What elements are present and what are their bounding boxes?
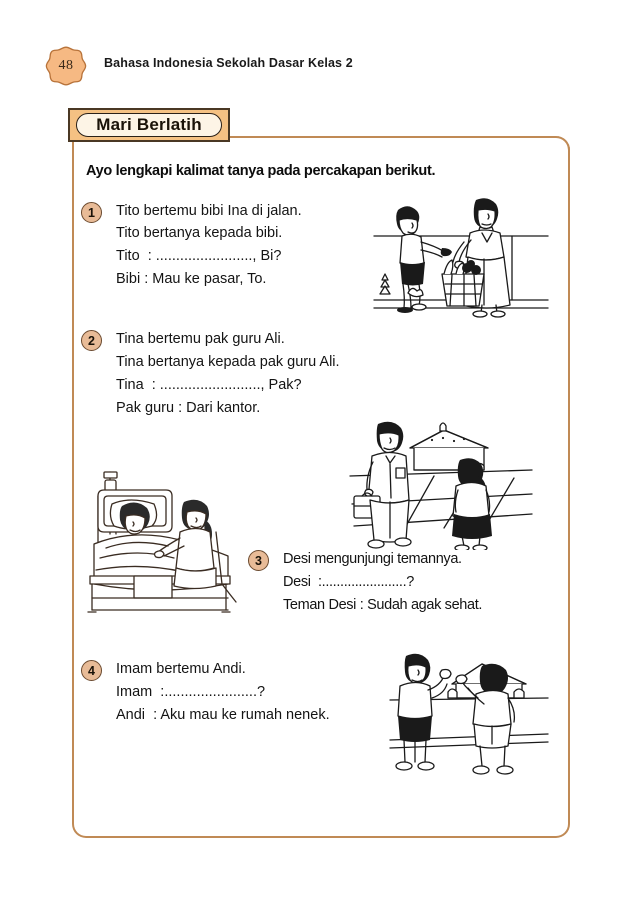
book-title: Bahasa Indonesia Sekolah Dasar Kelas 2 [104, 56, 353, 70]
instruction-text: Ayo lengkapi kalimat tanya pada percakapan berikut. [86, 163, 436, 179]
exercise-1-line-4: Bibi : Mau ke pasar, To. [116, 271, 267, 287]
page-header [0, 44, 638, 88]
section-badge [68, 108, 230, 142]
two-boys-waving-illustration [388, 648, 550, 776]
exercise-number-3: 3 [248, 550, 269, 571]
section-badge-pill [76, 113, 222, 137]
section-badge-label: Mari Berlatih [96, 115, 202, 134]
exercise-2-line-3: Tina : ........................., Pak? [116, 377, 302, 393]
exercise-1-line-2: Tito bertanya kepada bibi. [116, 225, 283, 241]
exercise-1-line-1: Tito bertemu bibi Ina di jalan. [116, 203, 302, 219]
exercise-number-4: 4 [81, 660, 102, 681]
exercise-4-line-2: Imam :.......................? [116, 684, 266, 700]
exercise-4-line-3: Andi : Aku mau ke rumah nenek. [116, 707, 330, 723]
exercise-2-line-2: Tina bertanya kepada pak guru Ali. [116, 354, 340, 370]
exercise-3-line-3: Teman Desi : Sudah agak sehat. [283, 597, 483, 613]
exercise-3-line-2: Desi :.......................? [283, 574, 414, 590]
exercise-4-line-1: Imam bertemu Andi. [116, 661, 246, 677]
exercise-3-line-1: Desi mengunjungi temannya. [283, 551, 462, 567]
exercise-1-line-3: Tito : ........................, Bi? [116, 248, 282, 264]
boy-meets-aunt-with-basket-illustration [372, 196, 550, 318]
exercise-2-line-1: Tina bertemu pak guru Ali. [116, 331, 285, 347]
teacher-with-briefcase-meets-girl-illustration [348, 418, 534, 550]
exercise-number-1: 1 [81, 202, 102, 223]
hospital-bed-visit-illustration [76, 458, 260, 616]
page-number-text: 48 [58, 58, 74, 73]
frame-top-right-corner [548, 136, 570, 158]
frame-top-rule [227, 136, 556, 138]
exercise-2-line-4: Pak guru : Dari kantor. [116, 400, 261, 416]
page-number-badge [44, 44, 88, 88]
exercise-number-2: 2 [81, 330, 102, 351]
